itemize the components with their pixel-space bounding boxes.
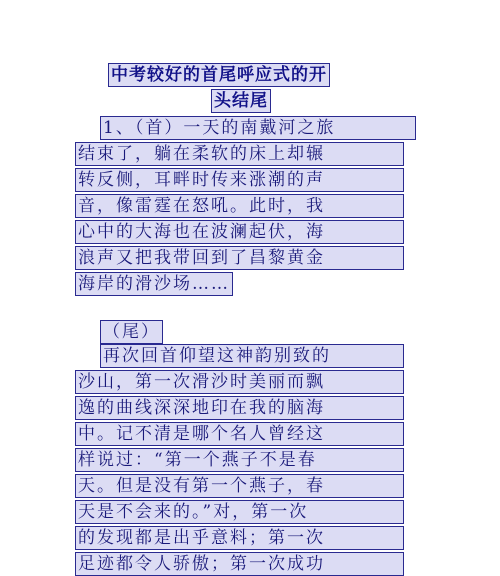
tail-label: （尾） <box>100 320 163 344</box>
tail-text-4: 中。记不清是哪个名人曾经这 <box>75 422 404 446</box>
tail-text-1: 再次回首仰望这神韵别致的 <box>100 344 404 368</box>
head-para-line-5 <box>75 220 404 244</box>
tail-para-line-2 <box>75 370 404 394</box>
tail-para-line-5 <box>75 448 404 472</box>
tail-para-line-6 <box>75 474 404 498</box>
tail-text-2: 沙山，第一次滑沙时美丽而飘 <box>75 370 404 394</box>
head-text-3: 转反侧，耳畔时传来涨潮的声 <box>75 168 404 192</box>
head-para-line-2 <box>75 142 404 166</box>
tail-text-8: 的发现都是出乎意料；第一次 <box>75 526 404 550</box>
title-line-1 <box>108 63 330 87</box>
title-text-1: 中考较好的首尾呼应式的开 <box>108 63 330 87</box>
head-para-line-3 <box>75 168 404 192</box>
tail-para-line-1 <box>100 344 404 368</box>
head-para-line-6 <box>75 246 404 270</box>
tail-text-3: 逸的曲线深深地印在我的脑海 <box>75 396 404 420</box>
head-text-7: 海岸的滑沙场…… <box>75 272 233 296</box>
tail-label-line <box>100 320 163 344</box>
head-para-line-4 <box>75 194 404 218</box>
tail-text-6: 天。但是没有第一个燕子，春 <box>75 474 404 498</box>
head-text-1: 1、（首）一天的南戴河之旅 <box>100 116 416 140</box>
head-text-5: 心中的大海也在波澜起伏，海 <box>75 220 404 244</box>
head-text-2: 结束了，躺在柔软的床上却辗 <box>75 142 404 166</box>
head-para-line-7 <box>75 272 233 296</box>
tail-para-line-4 <box>75 422 404 446</box>
head-para-line-1 <box>100 116 416 140</box>
tail-para-line-7 <box>75 500 404 524</box>
tail-text-7: 天是不会来的。”对，第一次 <box>75 500 404 524</box>
tail-text-5: 样说过：“第一个燕子不是春 <box>75 448 404 472</box>
tail-para-line-8 <box>75 526 404 550</box>
head-text-6: 浪声又把我带回到了昌黎黄金 <box>75 246 404 270</box>
head-text-4: 音，像雷霆在怒吼。此时，我 <box>75 194 404 218</box>
title-line-2 <box>211 89 271 113</box>
tail-text-9: 足迹都令人骄傲；第一次成功 <box>75 552 404 576</box>
tail-para-line-9 <box>75 552 404 576</box>
tail-para-line-3 <box>75 396 404 420</box>
title-text-2: 头结尾 <box>211 89 271 113</box>
